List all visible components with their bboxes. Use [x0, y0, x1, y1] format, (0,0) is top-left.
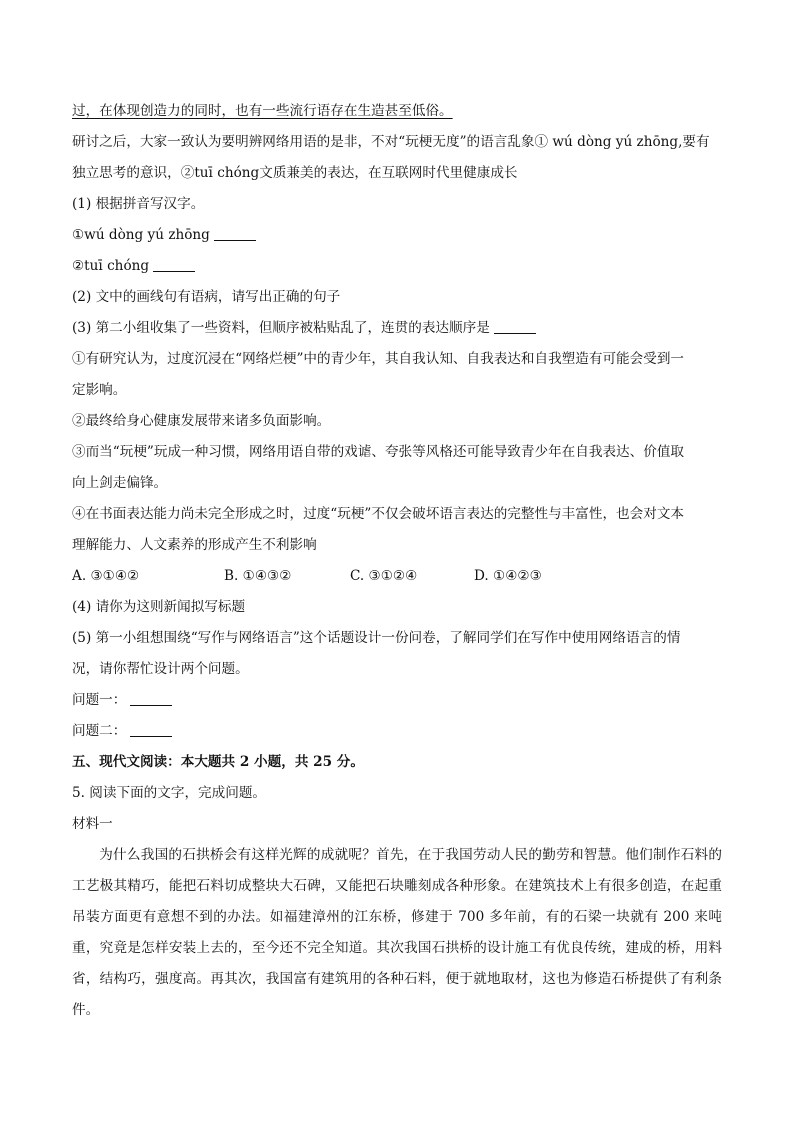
question-one-label: 问题一：	[72, 692, 127, 708]
material-item-1: ①有研究认为，过度沉浸在“网络烂梗”中的青少年，其自我认知、自我表达和自我塑造有可能会受到一	[72, 351, 685, 367]
passage-line: 研讨之后，大家一致认为要明辨网络用语的是非，不对“玩梗无度”的语言乱象① wú dòng yú zhōng,要有	[72, 134, 710, 150]
material-item-2: ②最终给身心健康发展带来诸多负面影响。	[72, 413, 331, 429]
option-a[interactable]: A. ③①④②	[72, 568, 140, 584]
question-5-intro: 5. 阅读下面的文字，完成问题。	[72, 785, 267, 801]
material-item-3: ③而当“玩梗”玩成一种习惯，网络用语自带的戏谑、夸张等风格还可能导致青少年在自我表达、价值取	[72, 444, 685, 460]
answer-blank[interactable]	[130, 691, 172, 706]
option-b[interactable]: B. ①④③②	[224, 568, 292, 584]
question-two	[72, 716, 722, 747]
sub-question-4: (4) 请你为这则新闻拟写标题	[72, 599, 246, 615]
option-d[interactable]: D. ①④②③	[474, 568, 542, 584]
sub-question-3	[72, 313, 722, 344]
answer-blank[interactable]	[214, 226, 256, 241]
section-heading: 五、现代文阅读：本大题共 2 小题，共 25 分。	[72, 754, 364, 770]
sub-question-5-cont: 况，请你帮忙设计两个问题。	[72, 661, 249, 677]
material-label: 材料一	[72, 816, 113, 832]
option-c[interactable]: C. ③①②④	[350, 568, 418, 584]
exam-page	[72, 96, 722, 1026]
material-item-4-cont: 理解能力、人文素养的形成产生不利影响	[72, 537, 317, 553]
underlined-sentence: 过，在体现创造力的同时，也有一些流行语存在生造甚至低俗。	[72, 103, 453, 119]
answer-options	[72, 561, 722, 592]
passage-line: 独立思考的意识，②tuī chóng文质兼美的表达，在互联网时代里健康成长	[72, 165, 518, 181]
sub-question-5: (5) 第一小组想围绕“写作与网络语言”这个话题设计一份问卷，了解同学们在写作中使用网络语言的情	[72, 630, 681, 646]
answer-blank[interactable]	[494, 319, 536, 334]
material-paragraph: 为什么我国的石拱桥会有这样光辉的成就呢？首先，在于我国劳动人民的勤劳和智慧。他们制作石料的工艺极其精巧，能把石料切成整块大石碑，又能把石块雕刻成各种形象。在建筑技术上有很多创造，在起重吊装方面更有意想不到的办法。如福建漳州的江东桥，修建于 700 多年前，有的石梁一块就有 200 来吨重，究竟是怎样安装上去的，至今还不完全知道。其次我国石拱桥的设计施工有优良传统，建成的桥，用料省，结构巧，强度高。再其次，我国富有建筑用的各种石料，便于就地取材，这也为修造石桥提供了有利条件。	[72, 847, 722, 1018]
material-item-3-cont: 向上剑走偏锋。	[72, 475, 168, 491]
material-item-1-cont: 定影响。	[72, 382, 127, 398]
pinyin-prompt: ②tuī chóng	[72, 258, 150, 274]
sub-question-1a	[72, 220, 722, 251]
sub-question-3-text: (3) 第二小组收集了一些资料，但顺序被粘贴乱了，连贯的表达顺序是	[72, 320, 490, 336]
material-item-4: ④在书面表达能力尚未完全形成之时，过度“玩梗”不仅会破坏语言表达的完整性与丰富性，也会对文本	[72, 506, 685, 522]
question-two-label: 问题二：	[72, 723, 127, 739]
sub-question-2: (2) 文中的画线句有语病，请写出正确的句子	[72, 289, 341, 305]
sub-question-1b	[72, 251, 722, 282]
pinyin-prompt: ①wú dòng yú zhōng	[72, 227, 210, 243]
answer-blank[interactable]	[153, 257, 195, 272]
answer-blank[interactable]	[130, 722, 172, 737]
sub-question-1: (1) 根据拼音写汉字。	[72, 196, 205, 212]
question-one	[72, 685, 722, 716]
